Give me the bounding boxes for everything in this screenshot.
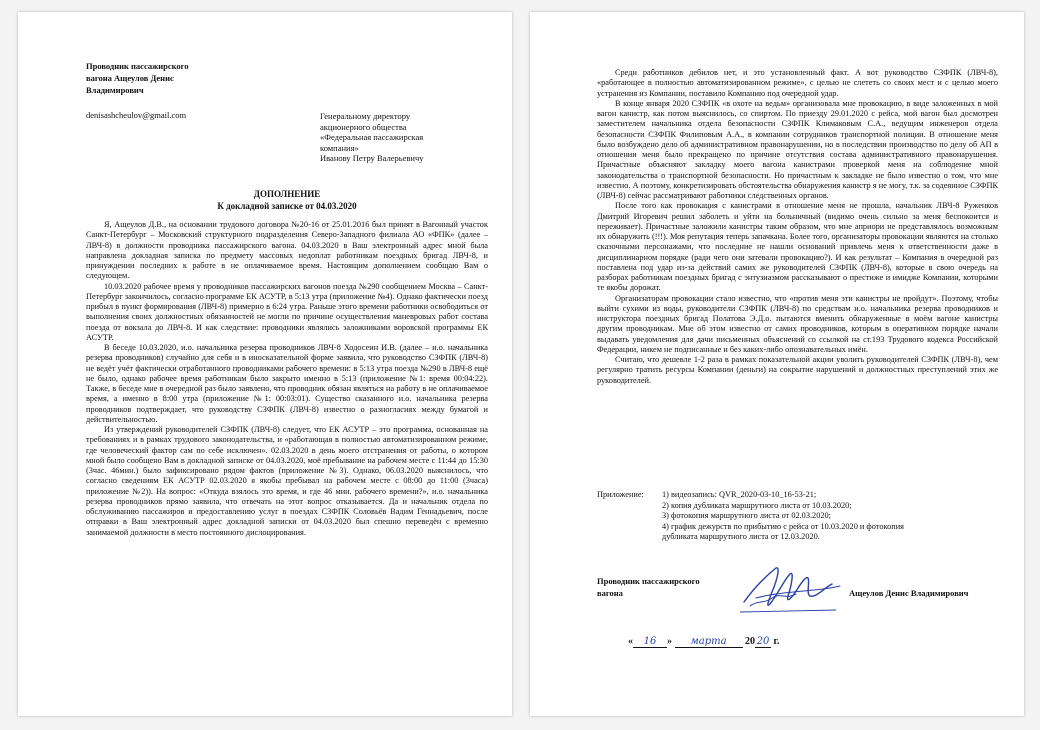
body-paragraph: Считаю, что дешевле 1-2 раза в рамках показательной акции уволить руководителей СЗФПК (ЛВЧ-8), чем регулярно тратить ресурсы Компании (деньги) на сокрытие нарушений и должностных преступлений этих же руководителей.	[597, 355, 998, 385]
page1-body	[86, 220, 488, 538]
signature-date	[628, 636, 779, 648]
appendix-item: 1) видеозапись: QVR_2020-03-10_16-53-21;	[662, 490, 817, 499]
addressee-block	[320, 111, 490, 164]
body-paragraph: Я, Ащеулов Д.В., на основании трудового договора №20-16 от 25.01.2016 был принят в Вагонный участок Санкт-Петербург – Московский структурного подразделения Северо-Западного филиала АО «ФПК» (далее – ЛВЧ-8) в должности проводника пассажирского вагона. 04.03.2020 в Ваш электронный адрес мной была направлена докладная записка по предмету массовых недоплат работникам поездных бригад ЛВЧ-8, и принуждении последних к работе в не оплачиваемое время. Настоящим дополнением сообщаю Вам о следующем.	[86, 220, 488, 281]
date-day: 16	[643, 636, 657, 647]
addressee-line: Генеральному директору	[320, 111, 411, 121]
title-line: ДОПОЛНЕНИЕ	[253, 189, 321, 199]
date-year-suffix: 20	[756, 636, 770, 647]
signer-position	[597, 576, 737, 599]
signer-name: Ащеулов Денис Владимирович	[849, 588, 969, 598]
date-open-quote: «	[628, 636, 633, 647]
date-year-prefix: 20	[745, 636, 755, 647]
addressee-line: Иванову Петру Валерьевичу	[320, 153, 424, 164]
title-line: К докладной записке от 04.03.2020	[217, 201, 357, 211]
handwritten-signature	[736, 558, 846, 618]
body-paragraph: В беседе 10.03.2020, и.о. начальника резерва проводников ЛВЧ-8 Ходосеин И.В. (далее – и.о. начальника резерва проводников) случайно для себя и в иносказательной форме заявила, что руководство СЗФПК (ЛВЧ-8) не ведёт учёт фактически отработанного проводниками рабочего времени: в 5:13 утра поезда №290 в ЛВЧ-8 ещё не было, однако рабочее время работникам было закрыто именно в 5:13 (приложение №1: время 00:04:22). Также, в беседе мне в очередной раз было заявлено, что проводник обязан являться на работу в не оплачиваемое время, а именно в 8:00 утра (приложение №1: 00:03:01). Существо сказанного и.о. начальника резерва проводников подтверждает, что руководству СЗФПК (ЛВЧ-8) известно о разногласиях между бумагой и действительностью.	[86, 343, 488, 424]
document-page-1	[18, 12, 512, 716]
date-tail: г.	[773, 636, 780, 647]
appendix-item-continuation: дубликата маршрутного листа от 12.03.2020.	[662, 532, 820, 542]
appendix-item: 3) фотокопия маршрутного листа от 02.03.2020;	[662, 511, 831, 521]
appendix-item: 4) график дежурств по прибытию с рейса от 10.03.2020 и фотокопия	[662, 521, 904, 531]
appendix-item: 2) копия дубликата маршрутного листа от 10.03.2020;	[662, 500, 852, 510]
page2-body	[597, 68, 998, 386]
sender-email: denisashcheulov@gmail.com	[86, 110, 187, 120]
sender-line: Владимирович	[86, 85, 144, 95]
date-close-quote: »	[667, 636, 672, 647]
appendix-label: Приложение:	[597, 490, 644, 499]
signer-line: Проводник пассажирского	[597, 576, 700, 586]
document-title	[86, 188, 488, 212]
body-paragraph: После того как провокация с канистрами в отношение меня не прошла, начальник ЛВЧ-8 Руженков Дмитрий Игоревич решил заболеть и уйти на больничный (видимо очень сильно за меня беспокоится и переживает). Причастные заложили канистры таким образом, что мне априори не представлялось возможным их обнаружить (!!!). Моя репутация теперь запачкана. Более того, организаторы провокации являются на столько сказочными персонажами, что последние не нашли оснований привлечь меня к ответственности даже в дисциплинарном порядке (ради чего они затевали провокацию?). И как результат – Компания в очередной раз поставлена под удар из-за действий самих же руководителей СЗФПК (ЛВЧ-8), которые в свою очередь на разборах работникам поездных бригад с энтузиазмом рассказывают о престиже и имидже Компании, которыми те якобы дорожат.	[597, 201, 998, 293]
addressee-line: «Федеральная пассажирская	[320, 132, 424, 143]
date-month: марта	[690, 636, 727, 647]
body-paragraph: Организаторам провокации стало известно, что «против меня эти канистры не пройдут». Поэтому, чтобы выйти сухими из воды, руководители СЗФПК (ЛВЧ-8) по средствам и.о. начальника резерва проводников и инструктора поездных бригад Полатова Э.Д.о. пытаются вменить обнаруженные в моём вагоне канистры другим проводникам. Мне об этом известно от самих проводников, которым в оперативном порядке начали выдавать уведомления для дачи письменных объяснений со ссылкой на ст.193 Трудового кодекса Российской Федерации, никем не подписанные и без каких-либо опознавательных имён.	[597, 293, 998, 354]
signer-line: вагона	[597, 587, 623, 598]
addressee-line: акционерного общества	[320, 121, 407, 132]
addressee-line: компания»	[320, 142, 359, 153]
sender-line: вагона Ащеулов Денис	[86, 73, 174, 83]
sender-line: Проводник пассажирского	[86, 61, 189, 71]
body-paragraph: В конце января 2020 СЗФПК «в охоте на ведьм» организовала мне провокацию, в виде заложенных в мой вагон канистр, как потом выяснилось, со спиртом. По приезду 29.01.2020 с рейса, мой вагон был досмотрен заместителем начальника отдела безопасности СЗФПК Климаковым С.А., ведущим инженеров отдела безопасности СЗФПК Филиповым А.А., в компании сотрудников транспортной полиции. В отношение меня было возбуждено дело об административном правонарушении, но в последствии производство по делу об АП в отношении меня было прекращено по причине отсутствия состава административного правонарушения. Причастные объясняют закладку моего вагона канистрами проверкой меня на соблюдение мной законодательства о транспортной безопасности. Но причастным к закладке не было известно о том, что мне известно. А поэтому, конкретизировать обстоятельства обнаружения канистр я не могу, т.к. за содеянное СЗФПК (ЛВЧ-8) сейчас рассматривают работники следственных органов.	[597, 98, 998, 200]
appendix-items	[662, 490, 1004, 543]
body-paragraph: 10.03.2020 рабочее время у проводников пассажирских вагонов поезда №290 сообщением Москва – Санкт-Петербург закончилось, согласно программе ЕК АСУТР, в 5:13 утра (приложение №4). Однако фактически поезд прибыл в пункт формирования (ЛВЧ-8) примерно в 6:24 утра. Раньше этого времени работники освободиться от выполнения своих должностных обязанностей не могли по причине осуществления маневровых работ состава поезда от вокзала до ЛВЧ-8. И как следствие: проводники являлись заложниками воровской программы ЕК АСУТР.	[86, 281, 488, 342]
document-page-2	[530, 12, 1024, 716]
sender-block	[86, 60, 266, 96]
body-paragraph: Среди работников дебилов нет, и это установленный факт. А вот руководство СЗФПК (ЛВЧ-8), «работающее в полностью автоматизированном режиме», с целью не слететь со своих мест и с целью моего устранения из Компании, поставило Компанию под очередной удар.	[597, 68, 998, 98]
body-paragraph: Из утверждений руководителей СЗФПК (ЛВЧ-8) следует, что ЕК АСУТР – это программа, основанная на требованиях и в рамках трудового законодательства, и «работающая в полностью автоматизированном режиме, где человеческий фактор сам по себе исключен». 02.03.2020 в день моего отстранения от работы, о котором мной было сообщено Вам в докладной записке от 04.03.2020, моё пребывание на рабочем месте с 11:44 до 15:30 (3час. 46мин.) было зафиксировано рядом фактов (приложение №3). Однако, 06.03.2020 выяснилось, что согласно сведениям ЕК АСУТР 02.03.2020 я якобы пребывал на рабочем месте с 08:00 до 11:00 (3часа) приложение №2)). На вопрос: «Откуда взялось это время, и где 46 мин. рабочего времени?», и.о. начальника резерва проводников прямо заявила, что отвечать на этот вопрос отказывается. Да и начальник отдела по обслуживанию пассажиров и предоставлению услуг в поездах СЗФПК Соловьёв Вадим Геннадьевич, после отправки в Ваш электронный адрес докладной записки от 04.03.2020 был спешно переведён с временно занимаемой должности в место постоянного дислоцирования.	[86, 425, 488, 537]
